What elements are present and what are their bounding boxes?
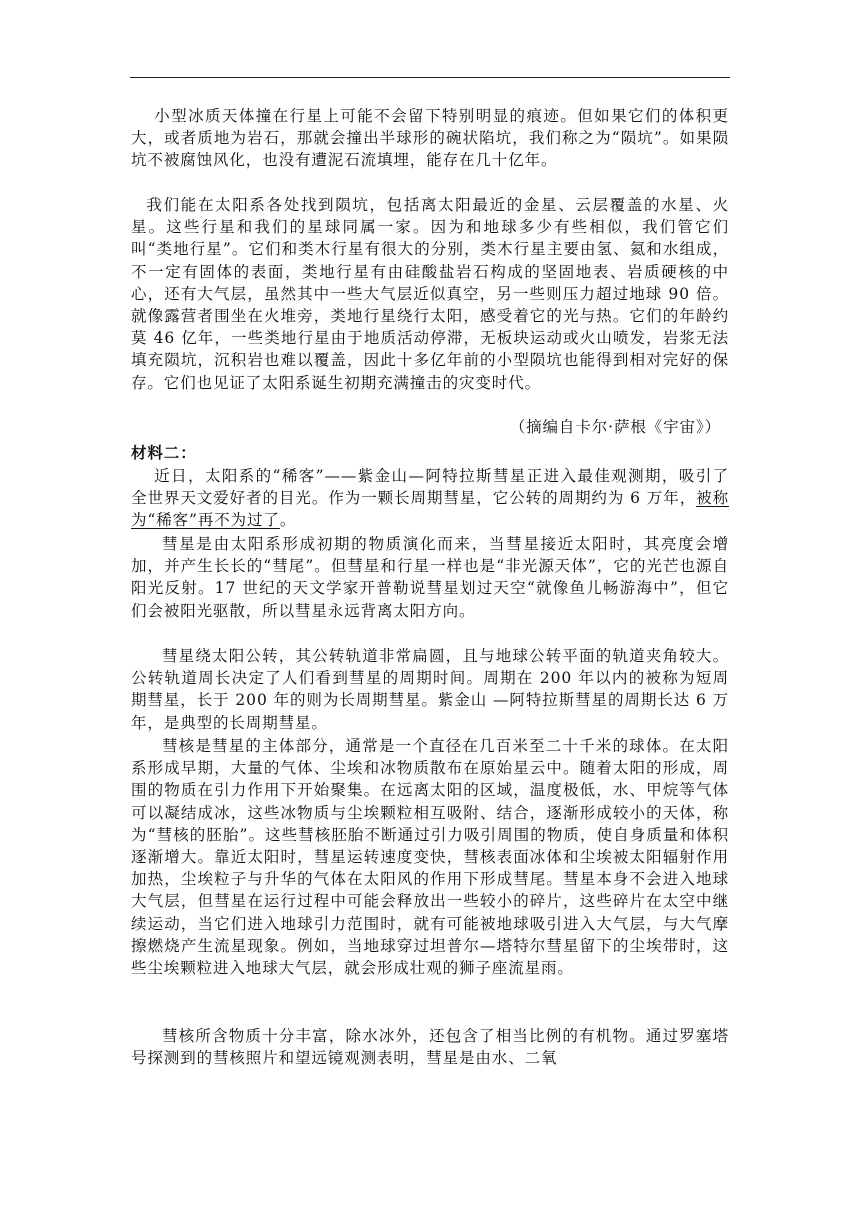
underlined-phrase: 被称为“稀客”再不为过了 bbox=[131, 489, 729, 530]
paragraph-comet-guest bbox=[131, 465, 729, 532]
paragraph-terrestrial-planets: 我们能在太阳系各处找到陨坑，包括离太阳最近的金星、云层覆盖的水星、火星。这些行星和我们的星球同属一家。因为和地球多少有些相似，我们管它们叫“类地行星”。它们和类木行星有很大的分别，类木行星主要由氢、氦和水组成，不一定有固体的表面，类地行星有由硅酸盐岩石构成的坚固地表、岩质硬核的中心，还有大气层，虽然其中一些大气层近似真空，另一些则压力超过地球 90 倍。就像露营者围坐在火堆旁，类地行星绕行太阳，感受着它的光与热。它们的年龄约莫 46 亿年，一些类地行星由于地质活动停滞，无板块运动或火山喷发，岩浆无法填充陨坑，沉积岩也难以覆盖，因此十多亿年前的小型陨坑也能得到相对完好的保存。它们也见证了太阳系诞生初期充满撞击的灾变时代。 bbox=[131, 196, 729, 392]
paragraph-craters: 小型冰质天体撞在行星上可能不会留下特别明显的痕迹。但如果它们的体积更大，或者质地为岩石，那就会撞出半球形的碗状陷坑，我们称之为“陨坑”。如果陨坑不被腐蚀风化，也没有遭泥石流填埋，能存在几十亿年。 bbox=[131, 107, 729, 170]
header-rule bbox=[130, 77, 730, 78]
paragraph-comet-origin: 彗星是由太阳系形成初期的物质演化而来，当彗星接近太阳时，其亮度会增加，并产生长长的“彗尾”。但彗星和行星一样也是“非光源天体”，它的光芒也源自阳光反射。17 世纪的天文学家开普勒说彗星划过天空“就像鱼儿畅游海中”，但它们会被阳光驱散，所以彗星永远背离太阳方向。 bbox=[131, 535, 729, 620]
paragraph-text: 近日，太阳系的“稀客”——紫金山—阿特拉斯彗星正进入最佳观测期，吸引了全世界天文爱好者的目光。作为一颗长周期彗星，它公转的周期约为 6 万年， bbox=[131, 467, 729, 508]
paragraph-comet-orbit: 彗星绕太阳公转，其公转轨道非常扁圆，且与地球公转平面的轨道夹角较大。公转轨道周长决定了人们看到彗星的周期时间。周期在 200 年以内的被称为短周期彗星，长于 200 年的则为长周期彗星。紫金山 —阿特拉斯彗星的周期长达 6 万年，是典型的长周期彗星。 bbox=[131, 647, 729, 732]
paragraph-end: 。 bbox=[279, 511, 297, 530]
citation: （摘编自卡尔·萨根《宇宙》） bbox=[509, 418, 721, 436]
paragraph-comet-nucleus: 彗核是彗星的主体部分，通常是一个直径在几百米至二十千米的球体。在太阳系形成早期，大量的气体、尘埃和冰物质散布在原始星云中。随着太阳的形成，周围的物质在引力作用下开始聚集。在远离太阳的区域，温度极低，水、甲烷等气体可以凝结成冰，这些冰物质与尘埃颗粒相互吸附、结合，逐渐形成较小的天体，称为“彗核的胚胎”。这些彗核胚胎不断通过引力吸引周围的物质，使自身质量和体积逐渐增大。靠近太阳时，彗星运转速度变快，彗核表面冰体和尘埃被太阳辐射作用加热，尘埃粒子与升华的气体在太阳风的作用下形成彗尾。彗星本身不会进入地球大气层，但彗星在运行过程中可能会释放出一些较小的碎片，这些碎片在太空中继续运动，当它们进入地球引力范围时，就有可能被地球吸引进入大气层，与大气摩擦燃烧产生流星现象。例如，当地球穿过坦普尔—塔特尔彗星留下的尘埃带时，这些尘埃颗粒进入地球大气层，就会形成壮观的狮子座流星雨。 bbox=[131, 737, 729, 978]
section-heading-material-two: 材料二： bbox=[131, 443, 197, 462]
paragraph-nucleus-materials: 彗核所含物质十分丰富，除水冰外，还包含了相当比例的有机物。通过罗塞塔号探测到的彗核照片和望远镜观测表明，彗星是由水、二氧 bbox=[131, 1027, 729, 1068]
